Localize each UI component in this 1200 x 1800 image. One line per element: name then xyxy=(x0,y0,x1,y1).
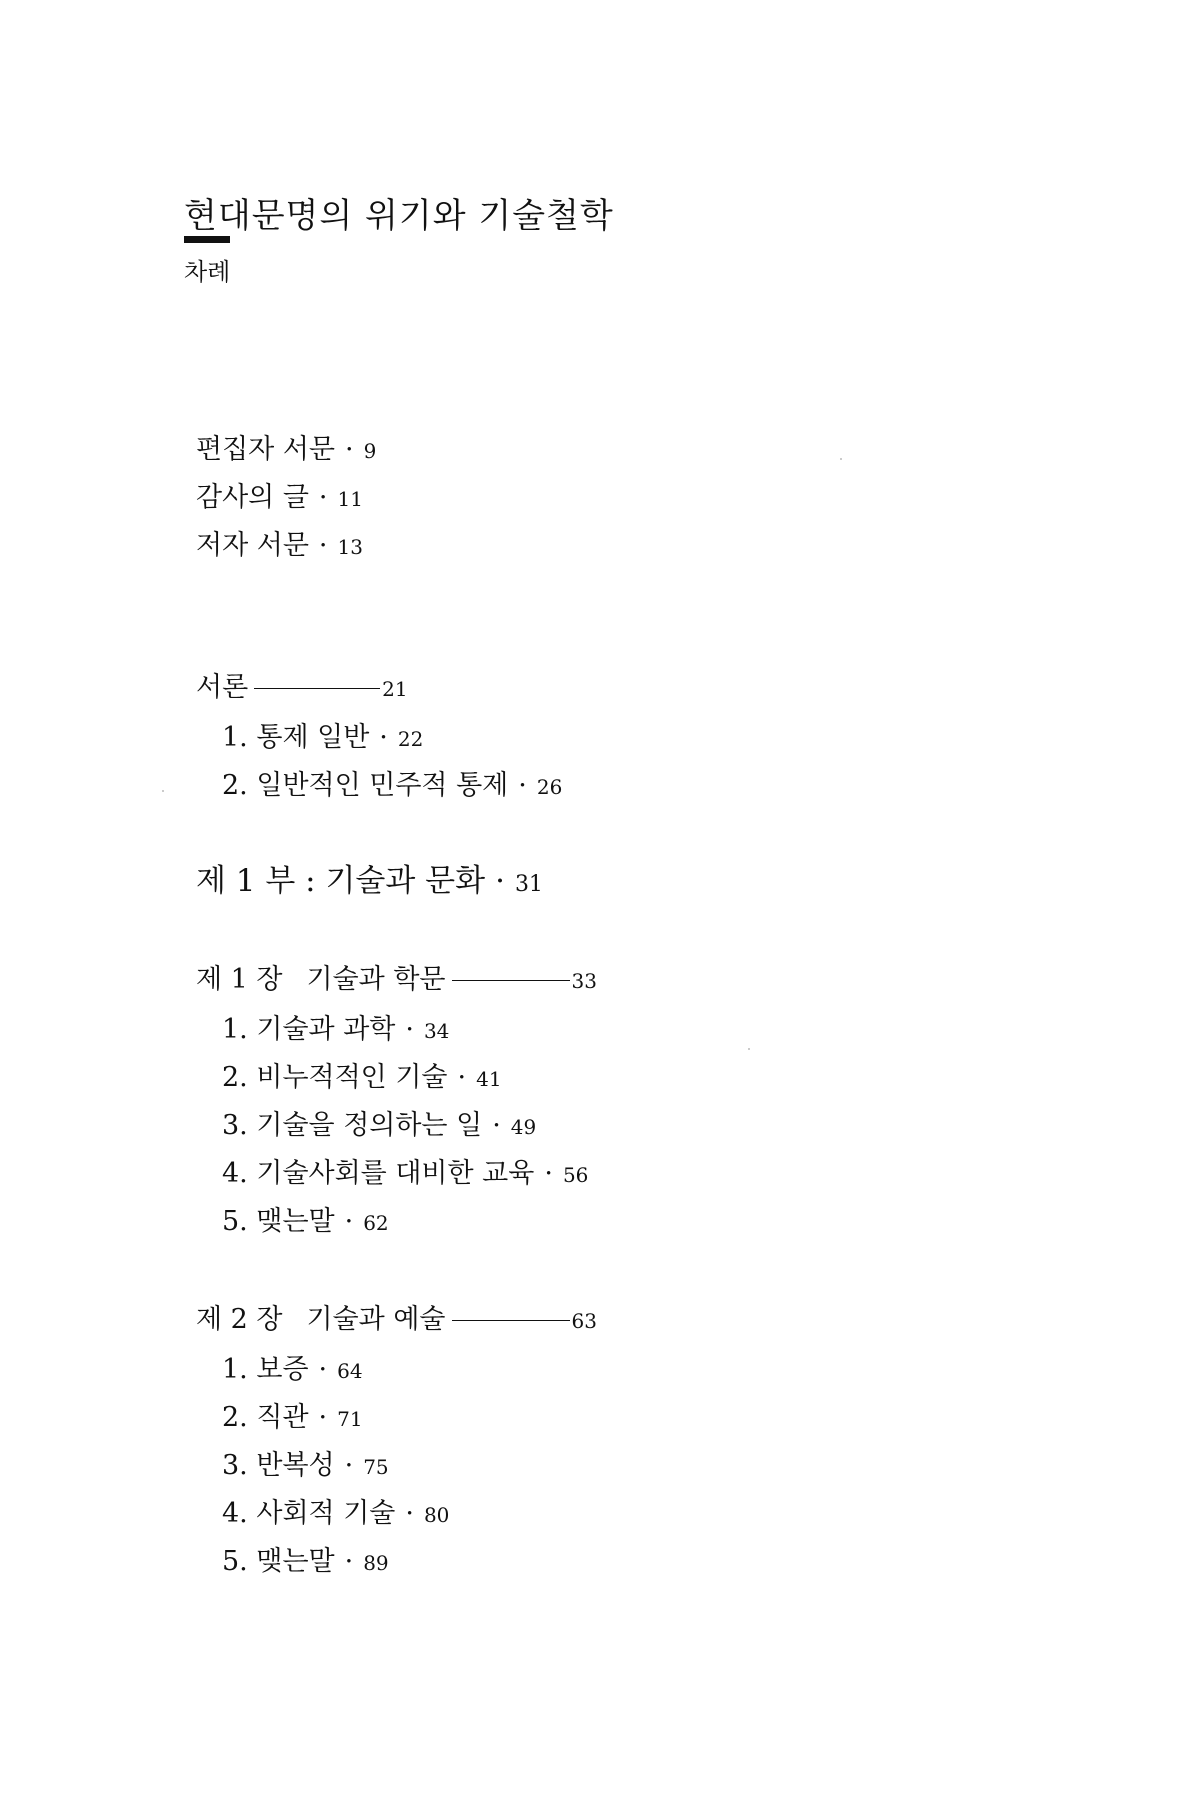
toc-entry-ch1-2 xyxy=(222,1064,502,1091)
entry-number: 2. xyxy=(222,1402,248,1433)
entry-number: 3. xyxy=(222,1450,248,1481)
leader-line xyxy=(254,688,380,690)
entry-separator: · xyxy=(318,1402,328,1433)
entry-separator: · xyxy=(544,1158,553,1189)
chapter-page: 63 xyxy=(571,1309,597,1333)
entry-page: 13 xyxy=(337,535,363,559)
entry-separator: · xyxy=(344,1546,354,1577)
entry-title: 기술과 과학 xyxy=(256,1014,396,1045)
part-page: 31 xyxy=(514,872,543,897)
entry-page: 56 xyxy=(562,1163,589,1187)
entry-separator: · xyxy=(344,1206,354,1237)
entry-separator: · xyxy=(405,1014,414,1045)
toc-part-1 xyxy=(196,863,543,899)
part-label: 제 1 부 : xyxy=(196,863,316,899)
toc-entry-ch2-3 xyxy=(222,1452,389,1479)
toc-heading-introduction xyxy=(196,674,408,701)
entry-page: 9 xyxy=(363,439,377,463)
entry-page: 62 xyxy=(363,1211,389,1235)
entry-page: 71 xyxy=(337,1407,363,1431)
entry-title: 기술을 정의하는 일 xyxy=(256,1110,483,1141)
chapter-page: 33 xyxy=(571,969,597,993)
entry-number: 4. xyxy=(222,1498,248,1529)
entry-page: 11 xyxy=(337,487,363,511)
entry-number: 4. xyxy=(222,1158,248,1189)
entry-page: 64 xyxy=(337,1359,363,1383)
entry-title: 직관 xyxy=(256,1402,309,1433)
entry-separator: · xyxy=(518,770,527,801)
entry-title: 비누적적인 기술 xyxy=(256,1062,448,1093)
toc-entry-ch1-1 xyxy=(222,1016,449,1043)
chapter-title: 기술과 학문 xyxy=(306,964,446,995)
leader-line xyxy=(452,980,570,982)
entry-separator: · xyxy=(318,530,328,561)
entry-page: 80 xyxy=(423,1503,450,1527)
entry-title: 맺는말 xyxy=(256,1206,335,1237)
book-title: 현대문명의 위기와 기술철학 xyxy=(184,196,614,236)
entry-separator: · xyxy=(492,1110,501,1141)
entry-title: 일반적인 민주적 통제 xyxy=(256,770,509,801)
entry-title: 반복성 xyxy=(256,1450,335,1481)
entry-separator: · xyxy=(379,722,388,753)
entry-page: 75 xyxy=(363,1455,389,1479)
heading-page: 21 xyxy=(382,677,408,701)
entry-page: 34 xyxy=(423,1019,450,1043)
toc-entry-ch2-4 xyxy=(222,1500,449,1527)
toc-entry-ch2-5 xyxy=(222,1548,389,1575)
entry-separator: · xyxy=(457,1062,467,1093)
toc-entry-ch1-5 xyxy=(222,1208,389,1235)
entry-separator: · xyxy=(318,1354,328,1385)
scan-speck xyxy=(162,790,164,792)
entry-page: 26 xyxy=(536,775,563,799)
entry-page: 49 xyxy=(510,1115,537,1139)
part-title: 기술과 문화 xyxy=(325,863,486,899)
toc-chapter-2 xyxy=(196,1306,597,1333)
entry-title: 편집자 서문 xyxy=(196,434,335,465)
entry-title: 맺는말 xyxy=(256,1546,335,1577)
leader-line xyxy=(452,1320,570,1322)
entry-separator: · xyxy=(495,863,505,899)
toc-label: 차례 xyxy=(184,258,231,286)
toc-entry-ch1-3 xyxy=(222,1112,536,1139)
toc-entry-intro-1 xyxy=(222,724,423,751)
entry-number: 2. xyxy=(222,1062,248,1093)
toc-entry-ch2-2 xyxy=(222,1404,363,1431)
toc-entry-ch2-1 xyxy=(222,1356,363,1383)
scan-speck xyxy=(748,1048,750,1050)
heading-title: 서론 xyxy=(196,672,249,703)
entry-title: 보증 xyxy=(256,1354,309,1385)
entry-number: 5. xyxy=(222,1206,248,1237)
toc-entry-intro-2 xyxy=(222,772,562,799)
scan-speck xyxy=(840,458,842,460)
title-underline-rule xyxy=(184,236,230,243)
toc-entry-ch1-4 xyxy=(222,1160,588,1187)
entry-number: 2. xyxy=(222,770,248,801)
entry-separator: · xyxy=(318,482,328,513)
chapter-label: 제 1 장 xyxy=(196,964,283,995)
entry-number: 1. xyxy=(222,1354,248,1385)
toc-entry-editor-preface xyxy=(196,436,376,463)
chapter-label: 제 2 장 xyxy=(196,1304,283,1335)
entry-number: 5. xyxy=(222,1546,248,1577)
entry-number: 1. xyxy=(222,1014,248,1045)
entry-separator: · xyxy=(344,1450,354,1481)
entry-page: 41 xyxy=(476,1067,502,1091)
entry-number: 1. xyxy=(222,722,248,753)
entry-page: 89 xyxy=(363,1551,389,1575)
chapter-title: 기술과 예술 xyxy=(306,1304,446,1335)
toc-chapter-1 xyxy=(196,966,597,993)
entry-number: 3. xyxy=(222,1110,248,1141)
toc-entry-author-preface xyxy=(196,532,363,559)
entry-separator: · xyxy=(345,434,354,465)
entry-title: 감사의 글 xyxy=(196,482,309,513)
entry-title: 사회적 기술 xyxy=(256,1498,396,1529)
entry-title: 기술사회를 대비한 교육 xyxy=(256,1158,535,1189)
entry-separator: · xyxy=(405,1498,414,1529)
toc-entry-acknowledgements xyxy=(196,484,363,511)
entry-title: 통제 일반 xyxy=(256,722,370,753)
entry-title: 저자 서문 xyxy=(196,530,309,561)
entry-page: 22 xyxy=(397,727,424,751)
